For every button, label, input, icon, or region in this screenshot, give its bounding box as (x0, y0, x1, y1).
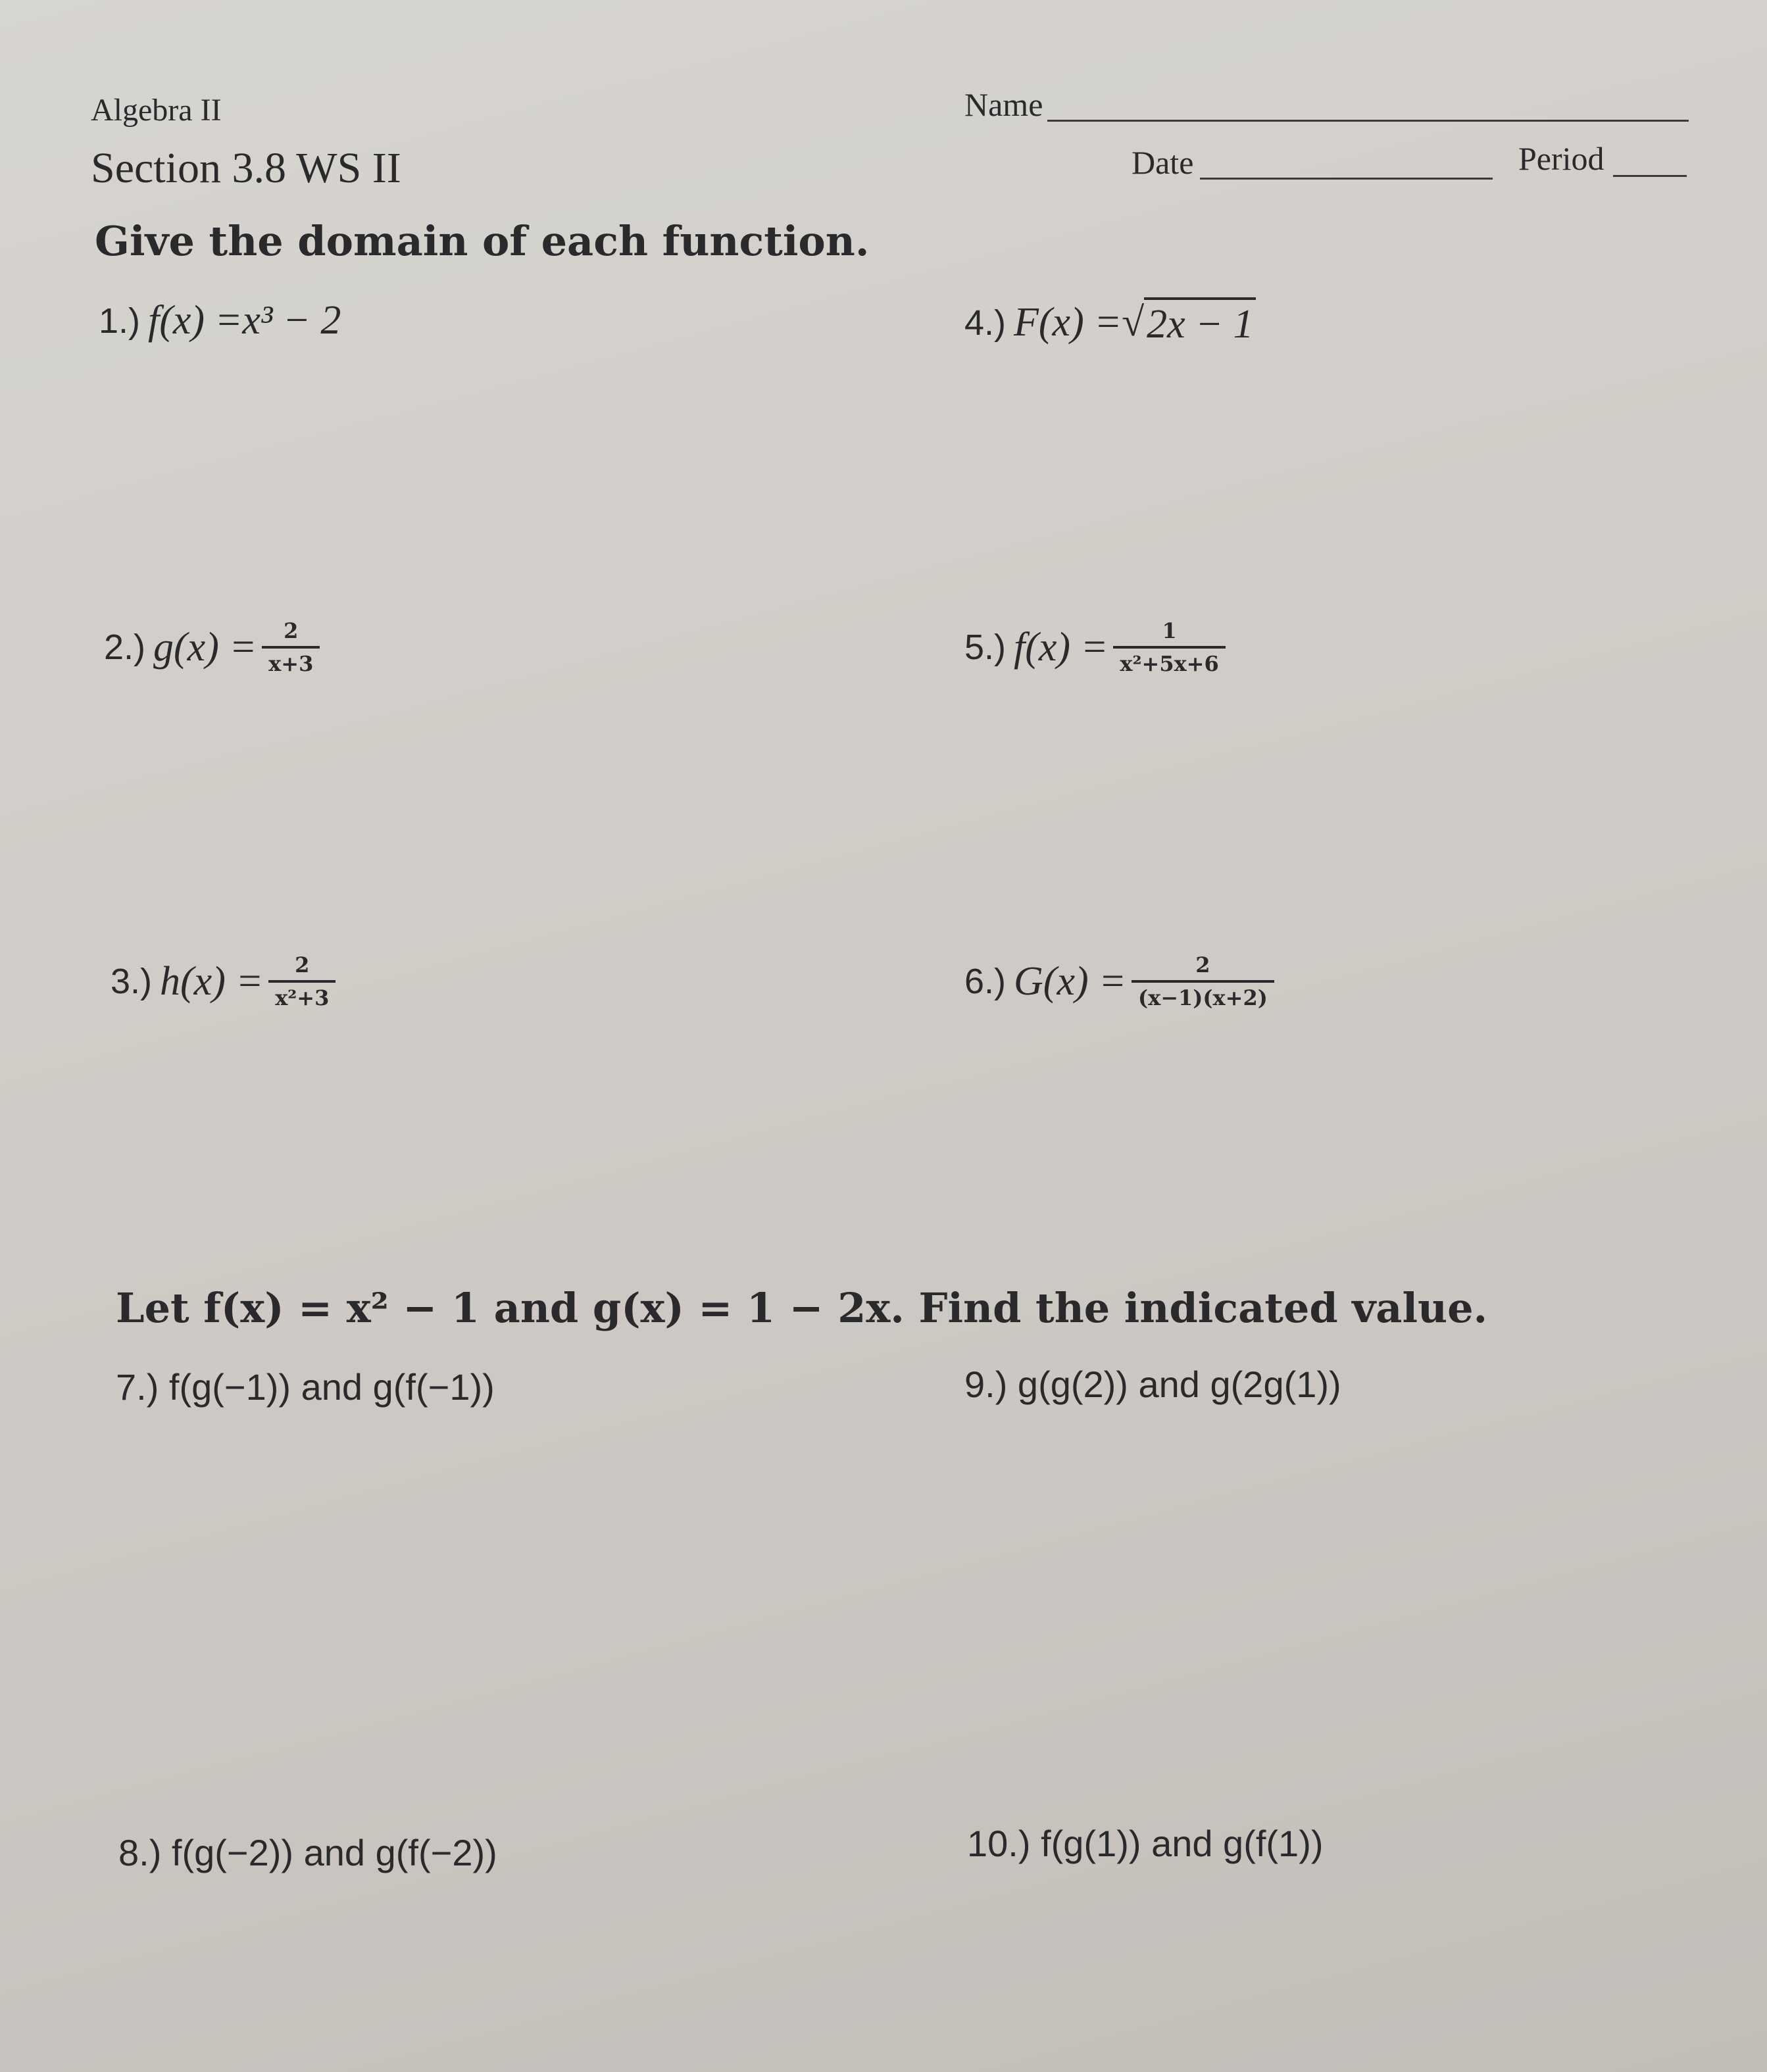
problem-text: f(g(1)) and g(f(1)) (1041, 1823, 1324, 1864)
function-lhs: h(x) = (160, 958, 264, 1004)
denominator: x²+5x+6 (1113, 646, 1225, 676)
problem-number: 10.) (967, 1823, 1031, 1864)
problem-text: f(g(−1)) and g(f(−1)) (168, 1366, 495, 1408)
problem-number: 5.) (964, 628, 1007, 667)
problem-number: 8.) (118, 1832, 162, 1873)
function-lhs: f(x) = (1014, 624, 1108, 670)
function-lhs: G(x) = (1014, 958, 1126, 1004)
problem-9 (964, 1363, 1341, 1406)
course-title: Algebra II (91, 93, 222, 128)
numerator: 2 (1195, 952, 1210, 977)
period-blank[interactable] (1613, 175, 1687, 177)
radicand: 2x − 1 (1144, 297, 1256, 348)
numerator: 1 (1162, 618, 1177, 643)
denominator: x+3 (262, 646, 320, 676)
name-label: Name (964, 86, 1043, 123)
name-blank[interactable] (1047, 120, 1689, 122)
problem-6 (964, 952, 1274, 1010)
domain-instruction: Give the domain of each function. (95, 217, 870, 265)
date-label: Date (1132, 144, 1194, 181)
numerator: 2 (295, 952, 310, 977)
composition-instruction: Let f(x) = x² − 1 and g(x) = 1 − 2x. Find the indicated value. (116, 1284, 1488, 1332)
problem-3 (111, 952, 336, 1010)
fraction (1113, 618, 1225, 676)
problem-number: 6.) (964, 962, 1007, 1001)
problem-1 (99, 297, 341, 344)
problem-text: f(g(−2)) and g(f(−2)) (171, 1832, 497, 1873)
problem-number: 3.) (111, 962, 153, 1001)
problem-10 (967, 1822, 1324, 1865)
problem-2 (104, 618, 320, 676)
fraction (262, 618, 320, 676)
function-expression: x³ − 2 (242, 298, 341, 343)
problem-text: g(g(2)) and g(2g(1)) (1017, 1364, 1341, 1405)
problem-number: 9.) (964, 1364, 1008, 1405)
problem-5 (964, 618, 1226, 676)
function-lhs: F(x) = (1014, 300, 1122, 345)
problem-number: 4.) (964, 303, 1007, 343)
problem-8 (118, 1831, 497, 1874)
problem-number: 1.) (99, 301, 141, 341)
function-lhs: f(x) = (148, 298, 243, 343)
fraction (268, 952, 336, 1010)
denominator: x²+3 (268, 980, 336, 1010)
denominator: (x−1)(x+2) (1132, 980, 1274, 1010)
radical-sign: √ (1122, 300, 1145, 345)
section-title: Section 3.8 WS II (91, 144, 401, 192)
problem-number: 7.) (116, 1366, 159, 1408)
function-lhs: g(x) = (153, 624, 257, 670)
date-blank[interactable] (1200, 178, 1493, 180)
problem-number: 2.) (104, 628, 146, 667)
numerator: 2 (284, 618, 299, 643)
period-label: Period (1518, 140, 1605, 177)
problem-4 (964, 297, 1256, 348)
problem-7 (116, 1366, 495, 1408)
fraction (1132, 952, 1274, 1010)
